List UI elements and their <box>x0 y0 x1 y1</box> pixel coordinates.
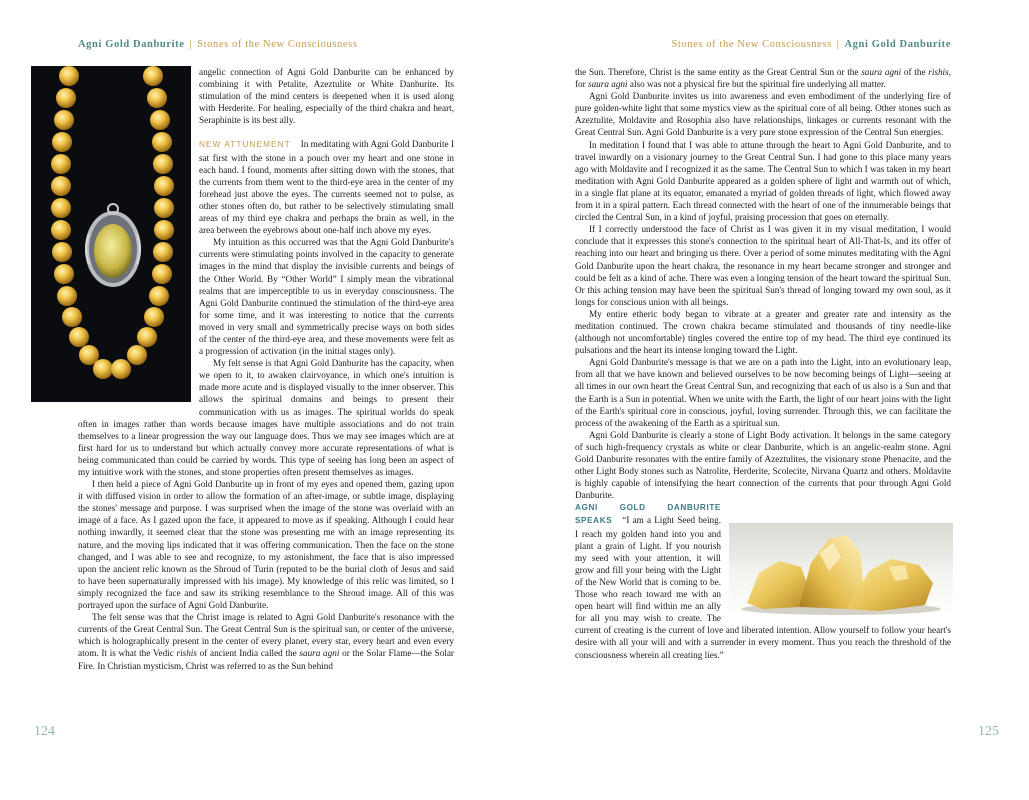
right-paragraph-3: In meditation I found that I was able to attune through the heart to Agni Gold Danburite, and to travel inwardly on a visionary journey to the Great Central Sun. I had gone to this place many years ago with Moldavite and I recognized it as the same. The Central Sun to which I was taken in my heart meditation with Agni Gold Danburite appeared as a golden sphere of light and warmth out of which, in a single flat plane at its equator, emanated a myriad of golden threads of light, which flowed away from it in a spiral pattern. Each thread connected with the heart of one of the innumerable beings that circled the Central Sun, in a kind of joyful, praising procession that goes on eternally. <box>575 139 951 223</box>
left-paragraph-1: angelic connection of Agni Gold Danburite can be enhanced by combining it with Petalite, Azeztulite or White Danburite. Its stimulation of the mind centers is deepened when it is used along with Herderite. For healing, especially of the third chakra and heart, Seraphinite is its best ally. <box>199 67 454 126</box>
subhead-danburite-speaks: AGNI GOLD DANBURITE SPEAKS <box>575 503 721 526</box>
left-paragraph-4: My felt sense is that Agni Gold Danburite has the capacity, when we open to it, to awaken clairvoyance, in which one's intuition is made more acute and is displayed visually to the inner observer. This allows the spiritual domains and beings to present their communication with us as images. The spiritual worlds do speak often in images rather than words because images have multiple associations and do not train themselves to a linear progression the way our language does. Thus we may see images which are at first hard for us to understand but which actually convey more accurate representations of what is being communicated than could be carried by words. This type of seeing has long been an aspect of my intuitive work with the stones, and stone properties often present themselves as images. <box>78 358 454 477</box>
left-paragraph-6 <box>78 611 454 671</box>
right-paragraph-7: Agni Gold Danburite is clearly a stone of Light Body activation. It belongs in the same category of such high-frequency crystals as white or clear Danburite, which is an angelic-realm stone. Agni Gold Danburite resonates with the entire family of Azeztulites, the visionary stone Phenacite, and the other Light Body stones such as Natrolite, Herderite, Scolecite, Nirvana Quartz and others. Moldavite is highly capable of intensifying the heart connection of the currents that pour through Agni Gold Danburite. <box>575 429 951 501</box>
running-head-book: Stones of the New Consciousness <box>671 39 832 50</box>
running-head-right <box>671 39 951 50</box>
left-body-text <box>78 66 454 672</box>
necklace-illustration <box>31 66 191 402</box>
left-paragraph-6-em2: saura agni <box>299 648 340 659</box>
running-head-left <box>78 39 358 50</box>
running-head-stone: Agni Gold Danburite <box>78 39 185 50</box>
right-body-text <box>575 66 951 661</box>
left-page <box>0 0 514 800</box>
right-paragraph-1-em3: saura agni <box>588 79 628 90</box>
danburite-crystals-photo <box>729 523 953 615</box>
right-paragraph-4: If I correctly understood the face of Christ as I was given it in my visual meditation, I would conclude that it expresses this stone's connection to the spiritual heart of All-That-Is, and its offer of reaching into our heart and bringing us there. Over a period of some minutes meditating with the Agni Gold Danburite upon the heart chakra, the resonance in my heart became stronger and stronger and could be felt as a kind of ache. There was even a longing tension of the heart toward the spiritual Sun. Or this aching tension may have been the spiritual Sun's thread of longing toward my own soul, as it longs for conscious union with all beings. <box>575 224 951 307</box>
right-paragraph-5: My entire etheric body began to vibrate at a greater and greater rate and intensity as the meditation continued. The crown chakra became stimulated and thousands of tiny needle-like (although not uncomfortable) tingles covered the entire top of my head. The third eye continued its pulsations and the heart its intense longing toward the Light. <box>575 308 951 356</box>
page-number-left: 124 <box>34 724 55 739</box>
page-number-right: 125 <box>978 724 999 739</box>
crystals-illustration <box>729 523 953 615</box>
necklace-photo <box>31 66 191 402</box>
right-paragraph-2: Agni Gold Danburite invites us into awareness and even embodiment of the underlying fire of pure golden-white light that some mystics view as the spiritual core of all being. Other stones such as Azeztulite, Moldavite and Rosophia also have relationships, linkages or currents resonant with the Great Central Sun. Agni Gold Danburite is a very pure stone expression of the Central Sun energies. <box>575 91 951 138</box>
right-paragraph-1-b: of the <box>901 67 929 77</box>
left-paragraph-2-text: In meditating with Agni Gold Danburite I sat first with the stone in a pouch over my heart and one stone in each hand. I found, moments after sitting down with the stones, that the currents from them went to the third-eye area in the center of my forehead just above the eyes. The currents seemed not to pulse, as other stones often do, but rather to be selectively stimulating small areas of my third eye chakra and perhaps the brain as well, in the area between the eyebrows about one-half inch above my eyes. <box>199 139 454 236</box>
left-paragraph-5: I then held a piece of Agni Gold Danburite up in front of my eyes and opened them, gazing upon it with diffused vision in order to allow the formation of an after-image, or subtle image, displaying the stones' message and purpose. I was surprised when the image of the stone was overlaid with an image of a face. As I gazed upon the face, it appeared to move as if speaking. Although I could hear nothing inwardly, it seemed clear that the stone was presenting me with an image representing its nature, and the moving lips indicated that it was offering communication. Then the face on the stone changed, and I was able to see and recognize, to my astonishment, the face that is also impressed upon the ancient relic known as the Shroud of Turin (reputed to be the burial cloth of Jesus and said to have been supernaturally impressed with his image). My knowledge of this relic was limited, so I simply recognized the face and saw its striking resemblance to the Shroud image. All of this was portrayed upon the surface of Agni Gold Danburite. <box>78 479 454 611</box>
right-paragraph-1-a: the Sun. Therefore, Christ is the same entity as the Great Central Sun or the <box>575 67 862 77</box>
right-paragraph-6: Agni Gold Danburite's message is that we are on a path into the Light, into an evolutionary leap, from all that we have known and believed ourselves to be now becoming beings of Light—seeing at all times in our own heart the Great Central Sun, and recognizing that each of us also is a Sun and that the Earth is a Sun in potential. When we unite with the Earth, the light of our heart joins with the light of the Earth's spiritual core in conscious, joyful, loving surrender. Through this, we can facilitate the process of the awakening of the Earth as a spiritual sun. <box>575 357 951 428</box>
right-paragraph-1-em1: saura agni <box>861 67 902 77</box>
running-head-separator: | <box>189 39 193 50</box>
right-paragraph-1-em2: rishis <box>928 67 949 77</box>
right-page <box>515 0 1029 800</box>
left-paragraph-6-c: or the Solar Flame—the Solar Fire. In Christian mysticism, Christ was referred to as the Sun behind <box>78 648 454 671</box>
speaks-quote: “I am a Light Seed being. I reach my golden hand into you and plant a grain of Light. If you nourish my seed with your attention, it will grow and fill your being with the Light of the New World that is coming to be. Those who reach toward me with an open heart will find within me an ally for all you may wish to create. The current of creating is the current of love and liberated intention. Allow yourself to follow your heart's desire with all your will and with a surrender in every moment. Thus you reach the threshold of the consciousness wherein all creating lies.” <box>575 515 951 660</box>
left-paragraph-6-em1: rishis <box>176 648 197 659</box>
left-paragraph-3: My intuition as this occurred was that the Agni Gold Danburite's currents were stimulating points involved in the capacity to generate images in the mind that display the invisible currents and beings of the Other World. By “Other World” I simply mean the vibrational realms that are imperceptible to us in everyday consciousness. The Agni Gold Danburite continued the stimulation of the third-eye area for some time, and it was interesting to notice that the currents moved in very small and symmetrically precise ways on both sides of the center of the third-eye area, and these movements were felt as a progression of activation (in the initial stages only). <box>199 237 454 357</box>
running-head-stone: Agni Gold Danburite <box>844 39 951 50</box>
right-paragraph-1 <box>575 66 951 90</box>
right-paragraph-1-d: also was not a physical fire but the spiritual fire underlying all matter. <box>627 79 886 90</box>
left-paragraph-6-b: of ancient India called the <box>196 648 300 659</box>
running-head-book: Stones of the New Consciousness <box>197 39 358 50</box>
subhead-new-attunement: NEW ATTUNEMENT <box>199 140 291 150</box>
running-head-separator: | <box>836 39 840 50</box>
right-paragraph-1-c: , for <box>575 67 951 90</box>
left-paragraph-6-a: The felt sense was that the Christ image is related to Agni Gold Danburite's resonance with the currents of the Great Central Sun. The Great Central Sun is the spiritual sun, or center of the universe, which is holographically present in the center of every planet, every star, every heart and even every atom. It is what the Vedic <box>78 612 454 659</box>
